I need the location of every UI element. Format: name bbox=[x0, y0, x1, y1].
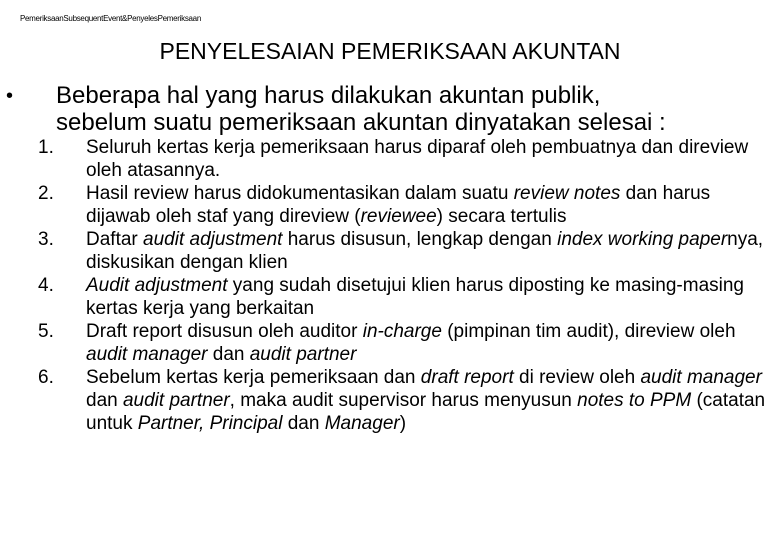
step-text-segment: Draft report disusun oleh auditor bbox=[86, 321, 363, 342]
step-text-segment: dan bbox=[282, 413, 325, 434]
step-text-segment: dan harus dijawab oleh staf yang direview ( bbox=[86, 183, 711, 227]
step-text-italic: reviewee bbox=[360, 206, 437, 227]
step-number: 2. bbox=[38, 183, 54, 204]
step-text-italic: audit manager bbox=[86, 344, 208, 365]
step-text bbox=[86, 366, 772, 435]
step-text-segment: ) secara tertulis bbox=[436, 206, 567, 227]
step-text-segment: Seluruh kertas kerja pemeriksaan harus diparaf oleh pembuatnya dan direview oleh atasannya. bbox=[86, 137, 749, 181]
step-item bbox=[38, 274, 772, 320]
intro-line: sebelum suatu pemeriksaan akuntan dinyatakan selesai : bbox=[56, 109, 666, 136]
header-note: PemeriksaanSubsequentEvent&PenyelesPemeriksaan bbox=[20, 14, 201, 23]
step-text-segment: (catatan untuk bbox=[86, 390, 766, 434]
step-item bbox=[38, 228, 772, 274]
step-number: 4. bbox=[38, 275, 54, 296]
step-text-segment: dan bbox=[86, 390, 123, 411]
step-number: 1. bbox=[38, 137, 54, 158]
step-text-italic: audit adjustment bbox=[143, 229, 283, 250]
step-text bbox=[86, 274, 772, 320]
step-item bbox=[38, 320, 772, 366]
step-text-segment: yang sudah disetujui klien harus diposting ke masing-masing kertas kerja yang berkaitan bbox=[86, 275, 744, 319]
step-text bbox=[86, 136, 772, 182]
step-item bbox=[38, 136, 772, 182]
intro-text bbox=[56, 82, 776, 136]
step-text-segment: di review oleh bbox=[513, 367, 641, 388]
step-text-segment: ) bbox=[399, 413, 407, 434]
step-text-italic: in-charge bbox=[362, 321, 442, 342]
step-number: 5. bbox=[38, 321, 54, 342]
step-text-segment: harus disusun, lengkap dengan bbox=[282, 229, 558, 250]
step-number: 6. bbox=[38, 367, 54, 388]
step-text-italic: review notes bbox=[513, 183, 621, 204]
step-text-italic: notes to PPM bbox=[577, 390, 692, 411]
step-text bbox=[86, 320, 772, 366]
step-text-italic: audit partner bbox=[122, 390, 230, 411]
step-item bbox=[38, 182, 772, 228]
step-text-segment: (pimpinan tim audit), direview oleh bbox=[441, 321, 736, 342]
step-text bbox=[86, 228, 772, 274]
step-text-segment: nya, diskusikan dengan klien bbox=[86, 229, 764, 273]
bullet-icon: • bbox=[6, 85, 14, 107]
step-item bbox=[38, 366, 772, 435]
step-number: 3. bbox=[38, 229, 54, 250]
step-text-segment: dan bbox=[207, 344, 250, 365]
step-text-italic: Audit adjustment bbox=[86, 275, 228, 296]
intro-line: Beberapa hal yang harus dilakukan akuntan publik, bbox=[56, 82, 601, 109]
step-text-italic: audit partner bbox=[249, 344, 357, 365]
step-text-segment: Sebelum kertas kerja pemeriksaan dan bbox=[86, 367, 421, 388]
slide-title: PENYELESAIAN PEMERIKSAAN AKUNTAN bbox=[159, 38, 621, 64]
step-text-italic: Partner, Principal bbox=[137, 413, 283, 434]
step-text-segment: , maka audit supervisor harus menyusun bbox=[229, 390, 578, 411]
step-text bbox=[86, 182, 772, 228]
step-text-italic: index working paper bbox=[557, 229, 728, 250]
step-text-italic: audit manager bbox=[640, 367, 762, 388]
step-text-italic: draft report bbox=[420, 367, 514, 388]
step-text-segment: Daftar bbox=[86, 229, 144, 250]
steps-list bbox=[38, 136, 772, 435]
step-text-segment: Hasil review harus didokumentasikan dalam suatu bbox=[86, 183, 514, 204]
step-text-italic: Manager bbox=[324, 413, 400, 434]
